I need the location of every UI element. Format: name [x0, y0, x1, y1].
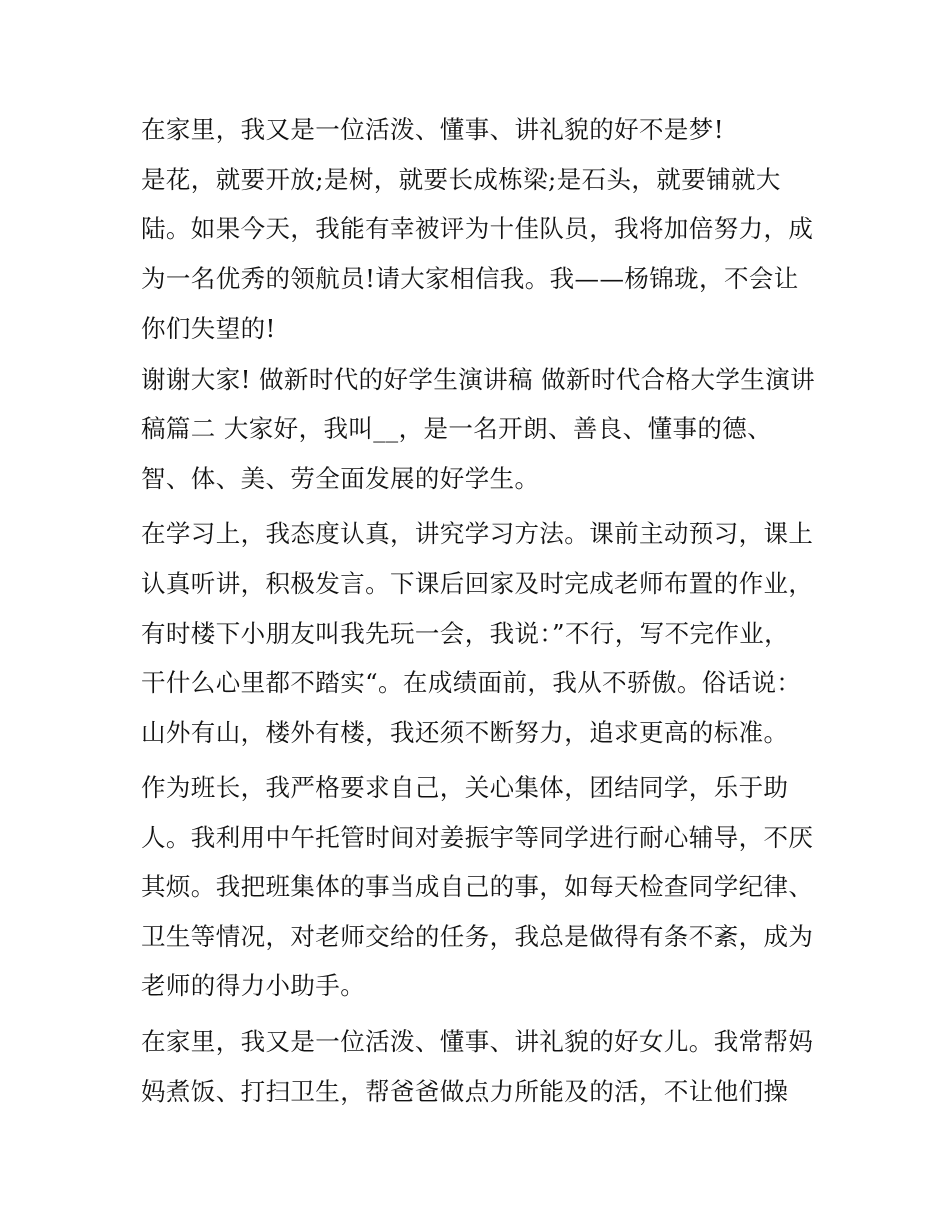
text-line: 你们失望的!	[141, 314, 276, 343]
text-line: 在家里，我又是一位活泼、懂事、讲礼貌的好不是梦!	[141, 115, 724, 144]
text-line: 谢谢大家! 做新时代的好学生演讲稿 做新时代合格大学生演讲	[141, 365, 816, 394]
text-line: 山外有山，楼外有楼，我还须不断努力，追求更高的标准。	[141, 718, 789, 747]
text-line: 老师的得力小助手。	[141, 971, 366, 1000]
text-line: 是花，就要开放;是树，就要长成栋梁;是石头，就要铺就大	[141, 165, 781, 194]
text-line: 认真听讲，积极发言。下课后回家及时完成老师布置的作业，	[141, 569, 814, 598]
text-line: 在学习上，我态度认真，讲究学习方法。课前主动预习，课上	[141, 519, 814, 548]
text-line: 智、体、美、劳全面发展的好学生。	[141, 464, 540, 493]
text-line: 卫生等情况，对老师交给的任务，我总是做得有条不紊，成为	[141, 922, 814, 951]
text-line: 妈煮饭、打扫卫生，帮爸爸做点力所能及的活，不让他们操	[141, 1077, 789, 1106]
text-line: 人。我利用中午托管时间对姜振宇等同学进行耐心辅导，不厌	[141, 823, 814, 852]
text-line: 作为班长，我严格要求自己，关心集体，团结同学，乐于助	[141, 773, 789, 802]
text-line: 为一名优秀的领航员!请大家相信我。我——杨锦珑，不会让	[141, 264, 799, 293]
text-line: 稿篇二 大家好，我叫__，是一名开朗、善良、懂事的德、	[141, 414, 773, 443]
text-line: 干什么心里都不踏实“。在成绩面前，我从不骄傲。俗话说：	[141, 668, 802, 697]
text-line: 陆。如果今天，我能有幸被评为十佳队员，我将加倍努力，成	[141, 214, 814, 243]
text-line: 在家里，我又是一位活泼、懂事、讲礼貌的好女儿。我常帮妈	[141, 1027, 814, 1056]
text-line: 有时楼下小朋友叫我先玩一会，我说：”不行，写不完作业，	[141, 619, 790, 648]
text-line: 其烦。我把班集体的事当成自己的事，如每天检查同学纪律、	[141, 872, 814, 901]
